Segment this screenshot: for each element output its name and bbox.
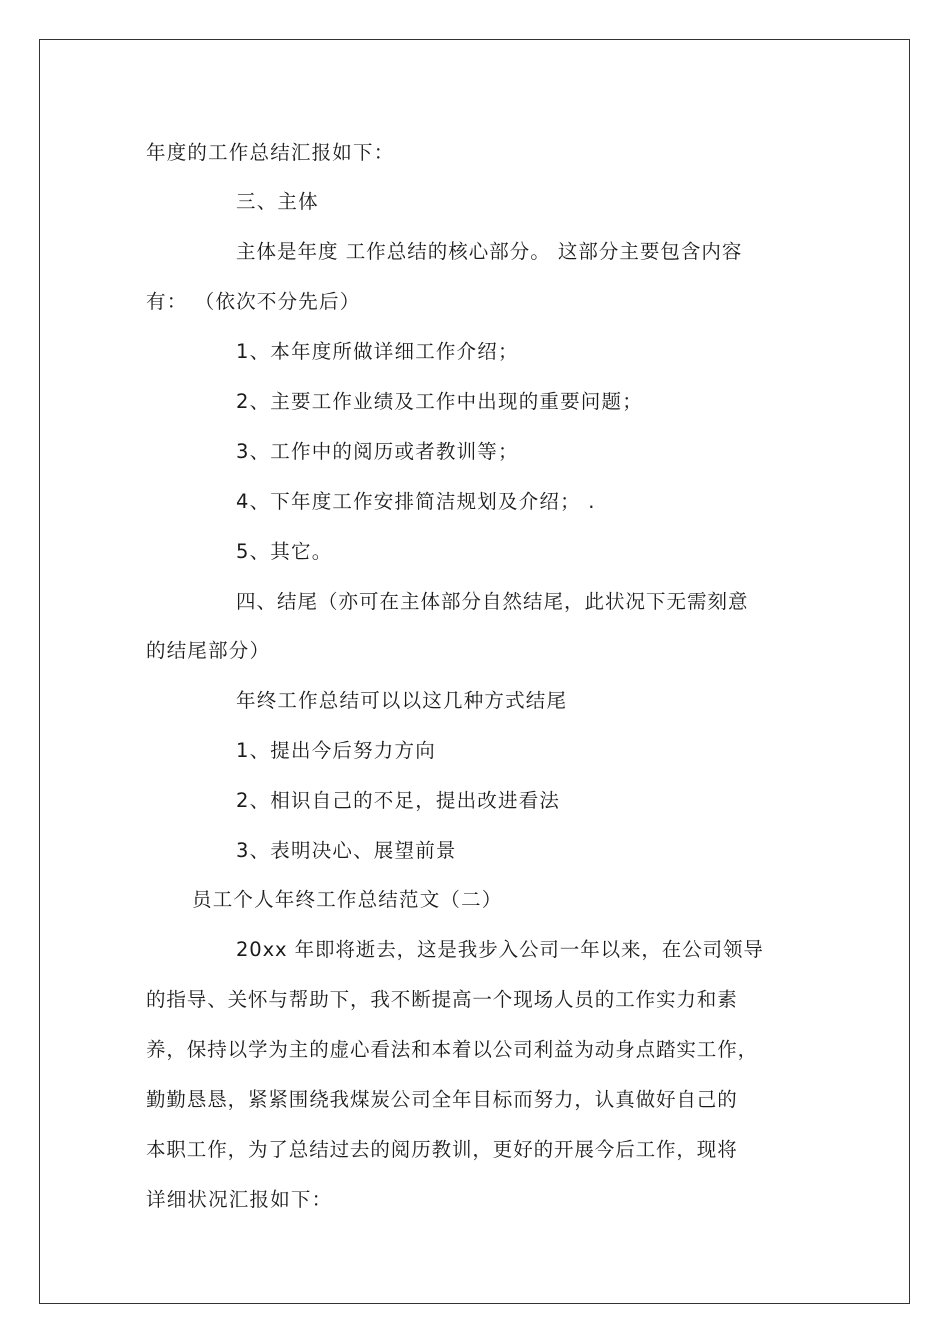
article-subtitle: 员工个人年终工作总结范文（二） bbox=[192, 888, 503, 911]
list-item: 1、提出今后努力方向 bbox=[236, 739, 436, 762]
paragraph-line: 有： （依次不分先后） bbox=[146, 290, 361, 313]
list-item: 3、表明决心、展望前景 bbox=[236, 839, 457, 862]
paragraph-line: 20xx 年即将逝去，这是我步入公司一年以来，在公司领导 bbox=[236, 938, 764, 961]
section-heading-main-body: 三、主体 bbox=[236, 190, 319, 213]
paragraph-line: 主体是年度 工作总结的核心部分。 这部分主要包含内容 bbox=[236, 240, 743, 263]
list-item: 2、主要工作业绩及工作中出现的重要问题； bbox=[236, 390, 643, 413]
paragraph-line: 勤勤恳恳，紧紧围绕我煤炭公司全年目标而努力，认真做好自己的 bbox=[146, 1088, 738, 1111]
section-heading-ending: 四、结尾（亦可在主体部分自然结尾，此状况下无需刻意 bbox=[236, 590, 749, 613]
paragraph-line: 的结尾部分） bbox=[146, 639, 271, 662]
paragraph-line: 养，保持以学为主的虚心看法和本着以公司利益为动身点踏实工作， bbox=[146, 1038, 759, 1061]
paragraph-line: 的指导、关怀与帮助下，我不断提高一个现场人员的工作实力和素 bbox=[146, 988, 738, 1011]
paragraph-line: 年终工作总结可以以这几种方式结尾 bbox=[236, 689, 568, 712]
paragraph-line: 年度的工作总结汇报如下： bbox=[146, 141, 395, 164]
list-item: 2、相识自己的不足，提出改进看法 bbox=[236, 789, 561, 812]
list-item: 5、其它。 bbox=[236, 540, 333, 563]
paragraph-line: 详细状况汇报如下： bbox=[146, 1188, 333, 1211]
paragraph-line: 本职工作，为了总结过去的阅历教训，更好的开展今后工作，现将 bbox=[146, 1138, 738, 1161]
page-border bbox=[39, 39, 910, 1304]
list-item: 4、下年度工作安排简洁规划及介绍； . bbox=[236, 490, 596, 513]
list-item: 1、本年度所做详细工作介绍； bbox=[236, 340, 519, 363]
list-item: 3、工作中的阅历或者教训等； bbox=[236, 440, 519, 463]
